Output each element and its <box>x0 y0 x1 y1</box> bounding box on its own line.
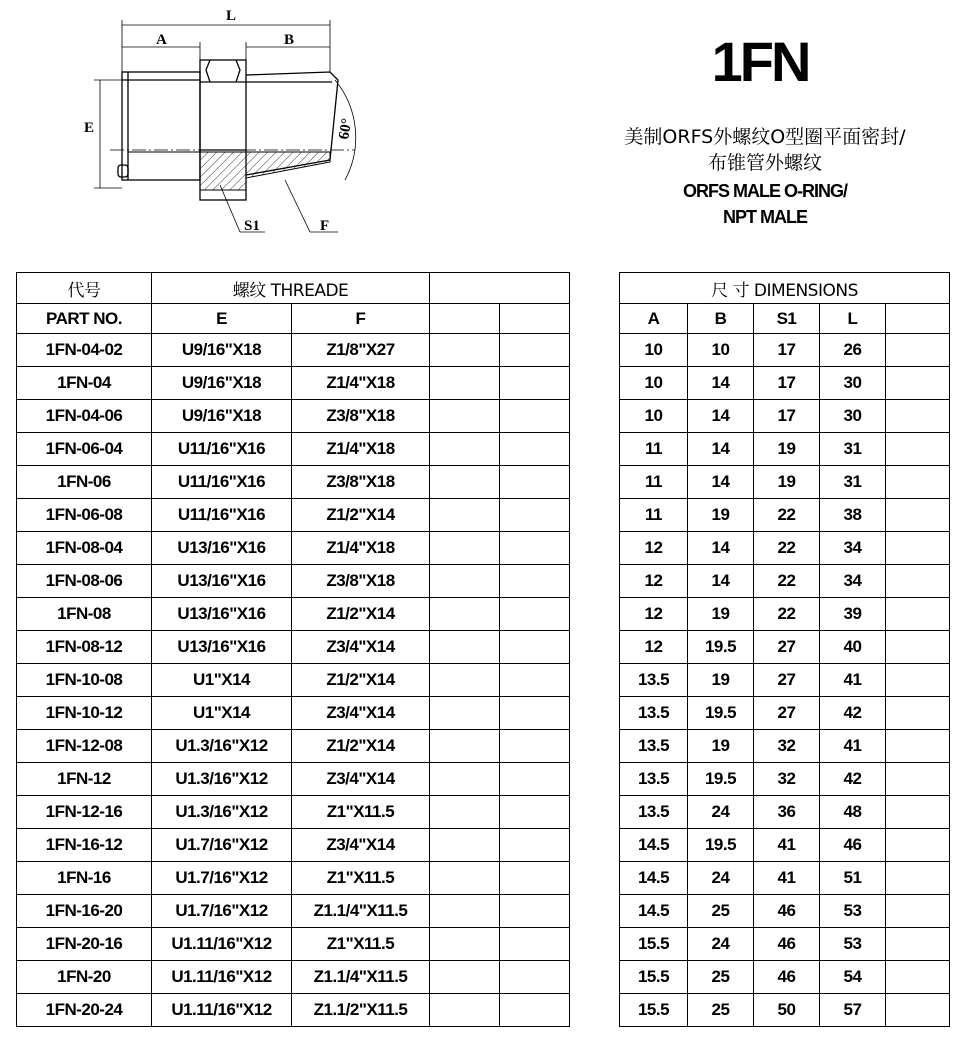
cell-empty <box>500 664 570 697</box>
cell-empty <box>430 367 500 400</box>
cell-thread-e: U1.3/16"X12 <box>152 730 292 763</box>
cell-dim-b: 19 <box>688 664 754 697</box>
dim-L: L <box>226 8 237 24</box>
cell-part-no: 1FN-08-06 <box>17 565 152 598</box>
spec-table <box>16 272 950 1027</box>
cell-gap <box>570 730 620 763</box>
cell-dim-l: 48 <box>820 796 886 829</box>
cell-dim-a: 11 <box>620 433 688 466</box>
cell-dim-l: 39 <box>820 598 886 631</box>
cell-gap <box>570 664 620 697</box>
cell-empty <box>500 334 570 367</box>
cell-thread-f: Z3/8"X18 <box>292 466 430 499</box>
cell-dim-l: 40 <box>820 631 886 664</box>
cell-thread-e: U13/16"X16 <box>152 598 292 631</box>
header-col-f: F <box>292 304 430 334</box>
cell-thread-f: Z1/2"X14 <box>292 598 430 631</box>
cell-thread-f: Z1/8"X27 <box>292 334 430 367</box>
cell-gap <box>570 367 620 400</box>
cell-empty <box>430 334 500 367</box>
cell-dim-a: 13.5 <box>620 730 688 763</box>
cell-dim-a: 14.5 <box>620 829 688 862</box>
cell-dim-s1: 50 <box>754 994 820 1027</box>
table-row <box>17 400 950 433</box>
cell-empty <box>500 466 570 499</box>
cell-dim-b: 19 <box>688 598 754 631</box>
cell-dim-l: 46 <box>820 829 886 862</box>
cell-dim-a: 14.5 <box>620 895 688 928</box>
cell-empty <box>430 499 500 532</box>
table-row <box>17 565 950 598</box>
cell-empty <box>500 400 570 433</box>
cell-thread-e: U11/16"X16 <box>152 499 292 532</box>
cell-part-no: 1FN-12-16 <box>17 796 152 829</box>
cell-thread-e: U13/16"X16 <box>152 565 292 598</box>
cell-empty <box>500 961 570 994</box>
cell-empty <box>500 763 570 796</box>
cell-dim-s1: 22 <box>754 598 820 631</box>
cell-dim-a: 13.5 <box>620 664 688 697</box>
description-en-line2: NPT MALE <box>723 207 807 227</box>
cell-part-no: 1FN-20 <box>17 961 152 994</box>
cell-thread-f: Z1"X11.5 <box>292 796 430 829</box>
table-row <box>17 862 950 895</box>
cell-dim-s1: 32 <box>754 763 820 796</box>
cell-empty <box>886 367 950 400</box>
cell-empty <box>500 367 570 400</box>
cell-part-no: 1FN-12 <box>17 763 152 796</box>
cell-thread-f: Z1.1/4"X11.5 <box>292 961 430 994</box>
cell-dim-a: 11 <box>620 499 688 532</box>
table-row <box>17 796 950 829</box>
description-en-line1: ORFS MALE O-RING/ <box>683 181 847 201</box>
cell-gap <box>570 928 620 961</box>
table-row <box>17 763 950 796</box>
cell-thread-f: Z1/4"X18 <box>292 367 430 400</box>
cell-gap <box>570 334 620 367</box>
cell-dim-l: 34 <box>820 565 886 598</box>
cell-dim-a: 12 <box>620 565 688 598</box>
cell-empty <box>886 697 950 730</box>
cell-dim-s1: 22 <box>754 532 820 565</box>
description-zh-line2: 布锥管外螺纹 <box>707 152 822 174</box>
cell-dim-a: 12 <box>620 631 688 664</box>
cell-dim-a: 13.5 <box>620 796 688 829</box>
cell-empty <box>430 598 500 631</box>
dim-A: A <box>156 32 167 48</box>
cell-part-no: 1FN-08-12 <box>17 631 152 664</box>
cell-empty <box>886 895 950 928</box>
cell-dim-s1: 41 <box>754 862 820 895</box>
dim-angle: 60° <box>336 117 356 141</box>
cell-empty <box>500 433 570 466</box>
cell-dim-a: 10 <box>620 367 688 400</box>
cell-empty <box>430 829 500 862</box>
cell-dim-l: 30 <box>820 367 886 400</box>
cell-part-no: 1FN-04-02 <box>17 334 152 367</box>
cell-dim-s1: 32 <box>754 730 820 763</box>
cell-thread-e: U1"X14 <box>152 697 292 730</box>
dim-B: B <box>284 32 295 48</box>
cell-thread-e: U1.7/16"X12 <box>152 829 292 862</box>
fitting-drawing <box>80 0 380 250</box>
cell-dim-b: 14 <box>688 400 754 433</box>
cell-empty <box>430 697 500 730</box>
header-col-b: B <box>688 304 754 334</box>
cell-thread-f: Z3/8"X18 <box>292 400 430 433</box>
header-col-a: A <box>620 304 688 334</box>
cell-dim-a: 12 <box>620 598 688 631</box>
cell-gap <box>570 862 620 895</box>
cell-dim-l: 42 <box>820 697 886 730</box>
header-col-l: L <box>820 304 886 334</box>
cell-dim-b: 14 <box>688 367 754 400</box>
cell-dim-l: 38 <box>820 499 886 532</box>
cell-gap <box>570 433 620 466</box>
cell-dim-l: 30 <box>820 400 886 433</box>
table-row <box>17 433 950 466</box>
cell-dim-s1: 22 <box>754 565 820 598</box>
table-row <box>17 664 950 697</box>
cell-dim-b: 19.5 <box>688 631 754 664</box>
cell-thread-f: Z3/4"X14 <box>292 697 430 730</box>
cell-dim-l: 26 <box>820 334 886 367</box>
cell-empty <box>886 928 950 961</box>
table-row <box>17 367 950 400</box>
cell-thread-f: Z3/4"X14 <box>292 631 430 664</box>
header-col-e: E <box>152 304 292 334</box>
cell-thread-e: U9/16"X18 <box>152 334 292 367</box>
cell-empty <box>886 466 950 499</box>
cell-dim-s1: 19 <box>754 466 820 499</box>
cell-empty <box>430 763 500 796</box>
cell-dim-b: 19.5 <box>688 763 754 796</box>
description-zh-line1: 美制ORFS外螺纹O型圈平面密封/ <box>624 126 906 148</box>
table-row <box>17 730 950 763</box>
cell-dim-s1: 46 <box>754 895 820 928</box>
cell-thread-e: U1.11/16"X12 <box>152 928 292 961</box>
cell-thread-f: Z1/4"X18 <box>292 532 430 565</box>
cell-thread-f: Z1/2"X14 <box>292 499 430 532</box>
cell-part-no: 1FN-20-24 <box>17 994 152 1027</box>
table-row <box>17 598 950 631</box>
cell-empty <box>430 862 500 895</box>
header-code-en: PART NO. <box>17 304 152 334</box>
cell-empty <box>886 961 950 994</box>
cell-thread-f: Z3/4"X14 <box>292 763 430 796</box>
cell-thread-f: Z1.1/2"X11.5 <box>292 994 430 1027</box>
cell-dim-l: 53 <box>820 928 886 961</box>
cell-thread-e: U13/16"X16 <box>152 631 292 664</box>
table-row <box>17 829 950 862</box>
cell-part-no: 1FN-04-06 <box>17 400 152 433</box>
cell-thread-e: U1.11/16"X12 <box>152 961 292 994</box>
cell-thread-e: U1"X14 <box>152 664 292 697</box>
cell-dim-s1: 17 <box>754 400 820 433</box>
cell-dim-s1: 17 <box>754 367 820 400</box>
cell-dim-b: 24 <box>688 796 754 829</box>
cell-dim-b: 10 <box>688 334 754 367</box>
cell-thread-f: Z1"X11.5 <box>292 862 430 895</box>
cell-empty <box>886 862 950 895</box>
cell-part-no: 1FN-16 <box>17 862 152 895</box>
cell-dim-l: 42 <box>820 763 886 796</box>
dim-S1: S1 <box>244 218 260 234</box>
cell-empty <box>500 499 570 532</box>
cell-dim-a: 10 <box>620 334 688 367</box>
header-col-s1: S1 <box>754 304 820 334</box>
cell-empty <box>430 796 500 829</box>
cell-empty <box>886 664 950 697</box>
cell-empty <box>430 631 500 664</box>
table-row <box>17 994 950 1027</box>
header-dimensions: 尺 寸 DIMENSIONS <box>620 273 950 304</box>
cell-empty <box>500 631 570 664</box>
cell-gap <box>570 466 620 499</box>
cell-empty <box>886 400 950 433</box>
cell-gap <box>570 400 620 433</box>
cell-thread-f: Z1/2"X14 <box>292 664 430 697</box>
cell-empty <box>500 928 570 961</box>
cell-gap <box>570 994 620 1027</box>
table-row <box>17 928 950 961</box>
cell-dim-a: 14.5 <box>620 862 688 895</box>
cell-dim-a: 15.5 <box>620 994 688 1027</box>
cell-empty <box>430 895 500 928</box>
cell-dim-s1: 17 <box>754 334 820 367</box>
cell-dim-b: 25 <box>688 895 754 928</box>
cell-thread-e: U1.3/16"X12 <box>152 763 292 796</box>
cell-empty <box>500 829 570 862</box>
cell-part-no: 1FN-06 <box>17 466 152 499</box>
cell-part-no: 1FN-16-12 <box>17 829 152 862</box>
cell-empty <box>886 433 950 466</box>
cell-thread-f: Z1"X11.5 <box>292 928 430 961</box>
cell-dim-a: 13.5 <box>620 697 688 730</box>
cell-gap <box>570 697 620 730</box>
cell-dim-l: 34 <box>820 532 886 565</box>
cell-dim-s1: 46 <box>754 928 820 961</box>
cell-empty <box>500 697 570 730</box>
cell-gap <box>570 631 620 664</box>
cell-gap <box>570 565 620 598</box>
cell-empty <box>886 994 950 1027</box>
cell-dim-b: 14 <box>688 433 754 466</box>
cell-empty <box>886 796 950 829</box>
cell-dim-a: 11 <box>620 466 688 499</box>
cell-dim-b: 19 <box>688 499 754 532</box>
cell-dim-s1: 22 <box>754 499 820 532</box>
cell-thread-f: Z1/4"X18 <box>292 433 430 466</box>
cell-thread-e: U1.11/16"X12 <box>152 994 292 1027</box>
cell-part-no: 1FN-04 <box>17 367 152 400</box>
cell-dim-b: 25 <box>688 961 754 994</box>
table-row <box>17 532 950 565</box>
cell-dim-b: 24 <box>688 862 754 895</box>
cell-thread-e: U9/16"X18 <box>152 400 292 433</box>
cell-dim-l: 31 <box>820 433 886 466</box>
cell-part-no: 1FN-08-04 <box>17 532 152 565</box>
cell-part-no: 1FN-20-16 <box>17 928 152 961</box>
cell-gap <box>570 829 620 862</box>
cell-gap <box>570 961 620 994</box>
cell-dim-l: 31 <box>820 466 886 499</box>
cell-thread-e: U1.3/16"X12 <box>152 796 292 829</box>
cell-dim-s1: 41 <box>754 829 820 862</box>
header-thread: 螺纹 THREADE <box>152 273 430 304</box>
cell-dim-s1: 27 <box>754 631 820 664</box>
cell-gap <box>570 499 620 532</box>
cell-dim-l: 54 <box>820 961 886 994</box>
cell-empty <box>430 664 500 697</box>
cell-dim-b: 19.5 <box>688 697 754 730</box>
header-code-zh: 代号 <box>17 273 152 304</box>
cell-part-no: 1FN-12-08 <box>17 730 152 763</box>
table-row <box>17 697 950 730</box>
cell-empty <box>886 532 950 565</box>
cell-dim-a: 15.5 <box>620 961 688 994</box>
cell-empty <box>886 631 950 664</box>
cell-empty <box>430 466 500 499</box>
cell-gap <box>570 532 620 565</box>
cell-thread-e: U13/16"X16 <box>152 532 292 565</box>
dim-E: E <box>84 120 95 136</box>
cell-empty <box>886 763 950 796</box>
cell-empty <box>500 862 570 895</box>
cell-dim-s1: 36 <box>754 796 820 829</box>
cell-empty <box>500 565 570 598</box>
cell-thread-e: U1.7/16"X12 <box>152 895 292 928</box>
cell-empty <box>500 796 570 829</box>
cell-empty <box>500 730 570 763</box>
cell-thread-f: Z3/8"X18 <box>292 565 430 598</box>
cell-gap <box>570 763 620 796</box>
cell-dim-l: 41 <box>820 730 886 763</box>
cell-thread-f: Z1/2"X14 <box>292 730 430 763</box>
cell-dim-b: 14 <box>688 532 754 565</box>
cell-dim-l: 41 <box>820 664 886 697</box>
cell-empty <box>886 499 950 532</box>
cell-dim-b: 24 <box>688 928 754 961</box>
cell-gap <box>570 598 620 631</box>
cell-dim-l: 53 <box>820 895 886 928</box>
cell-empty <box>500 895 570 928</box>
cell-empty <box>886 829 950 862</box>
cell-part-no: 1FN-16-20 <box>17 895 152 928</box>
cell-empty <box>430 565 500 598</box>
cell-part-no: 1FN-10-08 <box>17 664 152 697</box>
cell-empty <box>430 928 500 961</box>
cell-thread-f: Z1.1/4"X11.5 <box>292 895 430 928</box>
cell-empty <box>886 565 950 598</box>
cell-empty <box>430 730 500 763</box>
section-hatch <box>128 152 330 190</box>
cell-gap <box>570 796 620 829</box>
table-row <box>17 334 950 367</box>
cell-dim-s1: 27 <box>754 697 820 730</box>
cell-dim-a: 15.5 <box>620 928 688 961</box>
cell-part-no: 1FN-08 <box>17 598 152 631</box>
cell-dim-s1: 27 <box>754 664 820 697</box>
cell-gap <box>570 895 620 928</box>
table-row <box>17 499 950 532</box>
table-row <box>17 631 950 664</box>
cell-dim-a: 13.5 <box>620 763 688 796</box>
cell-thread-e: U11/16"X16 <box>152 433 292 466</box>
cell-part-no: 1FN-06-08 <box>17 499 152 532</box>
cell-dim-a: 10 <box>620 400 688 433</box>
cell-empty <box>430 433 500 466</box>
cell-empty <box>430 400 500 433</box>
cell-dim-b: 14 <box>688 565 754 598</box>
cell-dim-a: 12 <box>620 532 688 565</box>
cell-empty <box>886 730 950 763</box>
cell-thread-f: Z3/4"X14 <box>292 829 430 862</box>
cell-empty <box>886 334 950 367</box>
cell-dim-b: 14 <box>688 466 754 499</box>
cell-empty <box>430 961 500 994</box>
cell-part-no: 1FN-06-04 <box>17 433 152 466</box>
table-row <box>17 961 950 994</box>
cell-thread-e: U9/16"X18 <box>152 367 292 400</box>
table-row <box>17 895 950 928</box>
cell-empty <box>500 994 570 1027</box>
cell-dim-b: 25 <box>688 994 754 1027</box>
cell-thread-e: U11/16"X16 <box>152 466 292 499</box>
cell-dim-l: 57 <box>820 994 886 1027</box>
cell-empty <box>500 532 570 565</box>
cell-dim-b: 19.5 <box>688 829 754 862</box>
cell-part-no: 1FN-10-12 <box>17 697 152 730</box>
cell-empty <box>500 598 570 631</box>
product-title: 1FN <box>711 30 809 93</box>
dim-F: F <box>320 218 330 234</box>
cell-empty <box>430 532 500 565</box>
cell-empty <box>430 994 500 1027</box>
cell-dim-b: 19 <box>688 730 754 763</box>
table-row <box>17 466 950 499</box>
cell-empty <box>886 598 950 631</box>
cell-dim-l: 51 <box>820 862 886 895</box>
cell-thread-e: U1.7/16"X12 <box>152 862 292 895</box>
cell-dim-s1: 46 <box>754 961 820 994</box>
cell-dim-s1: 19 <box>754 433 820 466</box>
